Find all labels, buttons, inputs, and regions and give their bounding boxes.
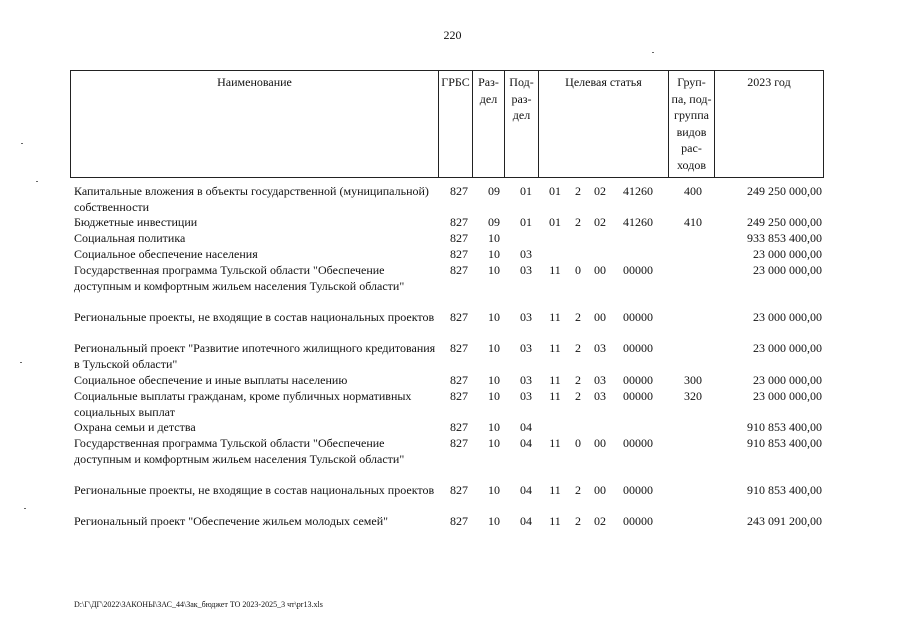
footer-file-path: D:\Г\ДГ\2022\ЗАКОНЫ\ЗАС_44\Зак_бюджет ТО 2023-2025_3 чт\pr13.xls (74, 600, 323, 609)
header-podrazdel-line: дел (512, 108, 531, 122)
cell-grbs: 827 (450, 436, 468, 450)
cell-t1: 11 (549, 483, 561, 497)
header-group (669, 71, 715, 177)
header-name (71, 71, 439, 177)
cell-amount: 910 853 400,00 (747, 436, 822, 450)
cell-t3: 02 (594, 514, 606, 528)
cell-grbs: 827 (450, 263, 468, 277)
cell-t3: 00 (594, 483, 606, 497)
header-podrazdel-line: раз- (511, 91, 532, 106)
cell-t1: 11 (549, 310, 561, 324)
cell-t2: 2 (575, 483, 581, 497)
cell-razdel: 10 (488, 341, 500, 355)
cell-t1: 01 (549, 215, 561, 229)
cell-amount: 243 091 200,00 (747, 514, 822, 528)
cell-group: 300 (684, 373, 702, 387)
cell-group: 400 (684, 184, 702, 198)
cell-t2: 2 (575, 373, 581, 387)
cell-amount: 910 853 400,00 (747, 420, 822, 434)
cell-grbs: 827 (450, 247, 468, 261)
cell-razdel: 10 (488, 389, 500, 403)
cell-t2: 2 (575, 310, 581, 324)
cell-t4: 00000 (623, 310, 653, 324)
cell-name: Охрана семьи и детства (74, 420, 196, 434)
header-group-line: рас- (681, 141, 702, 155)
cell-amount: 23 000 000,00 (753, 373, 822, 387)
cell-grbs: 827 (450, 514, 468, 528)
header-grbs (439, 71, 473, 177)
scan-speck (21, 143, 23, 144)
header-group-line: Груп- (677, 75, 706, 89)
page-number: 220 (443, 28, 462, 42)
cell-name: Социальная политика (74, 231, 186, 245)
cell-name: Региональные проекты, не входящие в состав национальных проектов (74, 483, 435, 497)
cell-t3: 00 (594, 436, 606, 450)
cell-group: 320 (684, 389, 702, 403)
cell-t3: 02 (594, 184, 606, 198)
cell-name: Социальное обеспечение населения (74, 247, 258, 261)
cell-name: Региональный проект "Развитие ипотечного жилищного кредитования в Тульской области" (74, 341, 436, 371)
cell-t1: 01 (549, 184, 561, 198)
header-group-line: па, под- (671, 91, 712, 106)
cell-t1: 11 (549, 373, 561, 387)
scan-speck (652, 52, 654, 53)
table-header (70, 70, 824, 178)
cell-t4: 00000 (623, 373, 653, 387)
cell-t2: 2 (575, 184, 581, 198)
cell-grbs: 827 (450, 184, 468, 198)
cell-t4: 00000 (623, 514, 653, 528)
header-group-line: ходов (677, 157, 706, 172)
header-podrazdel (505, 71, 539, 177)
cell-t2: 2 (575, 389, 581, 403)
cell-group: 410 (684, 215, 702, 229)
cell-t1: 11 (549, 436, 561, 450)
cell-razdel: 10 (488, 483, 500, 497)
cell-t1: 11 (549, 514, 561, 528)
cell-amount: 23 000 000,00 (753, 263, 822, 277)
cell-t1: 11 (549, 341, 561, 355)
cell-t2: 2 (575, 341, 581, 355)
scan-speck (36, 181, 38, 182)
cell-razdel: 10 (488, 310, 500, 324)
cell-grbs: 827 (450, 231, 468, 245)
cell-razdel: 09 (488, 184, 500, 198)
scan-speck (24, 508, 26, 509)
cell-razdel: 10 (488, 420, 500, 434)
cell-grbs: 827 (450, 389, 468, 403)
scan-speck (20, 362, 22, 363)
cell-t1: 11 (549, 263, 561, 277)
cell-amount: 23 000 000,00 (753, 341, 822, 355)
cell-t3: 00 (594, 263, 606, 277)
cell-grbs: 827 (450, 310, 468, 324)
cell-podrazdel: 04 (520, 514, 532, 528)
cell-name: Капитальные вложения в объекты государственной (муниципальной) собственности (74, 184, 429, 214)
cell-razdel: 09 (488, 215, 500, 229)
cell-podrazdel: 03 (520, 341, 532, 355)
header-razdel-line: Раз- (478, 75, 499, 89)
header-podrazdel-line: Под- (509, 75, 534, 89)
header-target (539, 71, 669, 177)
header-name-label: Наименование (217, 75, 292, 89)
cell-amount: 23 000 000,00 (753, 389, 822, 403)
cell-t2: 0 (575, 263, 581, 277)
cell-podrazdel: 03 (520, 389, 532, 403)
cell-t3: 03 (594, 373, 606, 387)
cell-name: Социальные выплаты гражданам, кроме публичных нормативных социальных выплат (74, 389, 412, 419)
cell-t2: 2 (575, 514, 581, 528)
cell-razdel: 10 (488, 514, 500, 528)
header-group-line: группа (674, 108, 709, 122)
cell-t2: 0 (575, 436, 581, 450)
cell-name: Региональные проекты, не входящие в состав национальных проектов (74, 310, 435, 324)
header-razdel (473, 71, 505, 177)
cell-grbs: 827 (450, 373, 468, 387)
cell-podrazdel: 04 (520, 483, 532, 497)
cell-t4: 00000 (623, 341, 653, 355)
cell-amount: 910 853 400,00 (747, 483, 822, 497)
cell-t3: 03 (594, 341, 606, 355)
cell-podrazdel: 03 (520, 310, 532, 324)
cell-amount: 249 250 000,00 (747, 215, 822, 229)
header-year (715, 71, 823, 177)
header-year-label: 2023 год (747, 75, 791, 89)
cell-amount: 23 000 000,00 (753, 247, 822, 261)
cell-razdel: 10 (488, 436, 500, 450)
header-target-label: Целевая статья (565, 75, 642, 89)
cell-amount: 933 853 400,00 (747, 231, 822, 245)
cell-name: Государственная программа Тульской области "Обеспечение доступным и комфортным жильем населения Тульской области" (74, 436, 405, 466)
cell-grbs: 827 (450, 483, 468, 497)
cell-t4: 00000 (623, 436, 653, 450)
cell-podrazdel: 03 (520, 263, 532, 277)
cell-t4: 00000 (623, 483, 653, 497)
cell-name: Социальное обеспечение и иные выплаты населению (74, 373, 348, 387)
cell-podrazdel: 04 (520, 420, 532, 434)
header-grbs-label: ГРБС (441, 75, 470, 89)
cell-t4: 00000 (623, 389, 653, 403)
cell-t3: 02 (594, 215, 606, 229)
header-group-line: видов (676, 124, 707, 139)
cell-grbs: 827 (450, 341, 468, 355)
cell-t4: 41260 (623, 184, 653, 198)
cell-razdel: 10 (488, 247, 500, 261)
cell-podrazdel: 04 (520, 436, 532, 450)
cell-name: Региональный проект "Обеспечение жильем молодых семей" (74, 514, 389, 528)
cell-podrazdel: 03 (520, 373, 532, 387)
cell-name: Государственная программа Тульской области "Обеспечение доступным и комфортным жильем населения Тульской области" (74, 263, 405, 293)
cell-name: Бюджетные инвестиции (74, 215, 198, 229)
cell-grbs: 827 (450, 215, 468, 229)
cell-podrazdel: 01 (520, 215, 532, 229)
cell-t2: 2 (575, 215, 581, 229)
cell-podrazdel: 03 (520, 247, 532, 261)
cell-razdel: 10 (488, 373, 500, 387)
cell-razdel: 10 (488, 231, 500, 245)
cell-t3: 03 (594, 389, 606, 403)
cell-t4: 41260 (623, 215, 653, 229)
cell-grbs: 827 (450, 420, 468, 434)
cell-amount: 23 000 000,00 (753, 310, 822, 324)
cell-t3: 00 (594, 310, 606, 324)
cell-amount: 249 250 000,00 (747, 184, 822, 198)
cell-razdel: 10 (488, 263, 500, 277)
header-razdel-line: дел (479, 91, 498, 106)
cell-t1: 11 (549, 389, 561, 403)
cell-t4: 00000 (623, 263, 653, 277)
cell-podrazdel: 01 (520, 184, 532, 198)
